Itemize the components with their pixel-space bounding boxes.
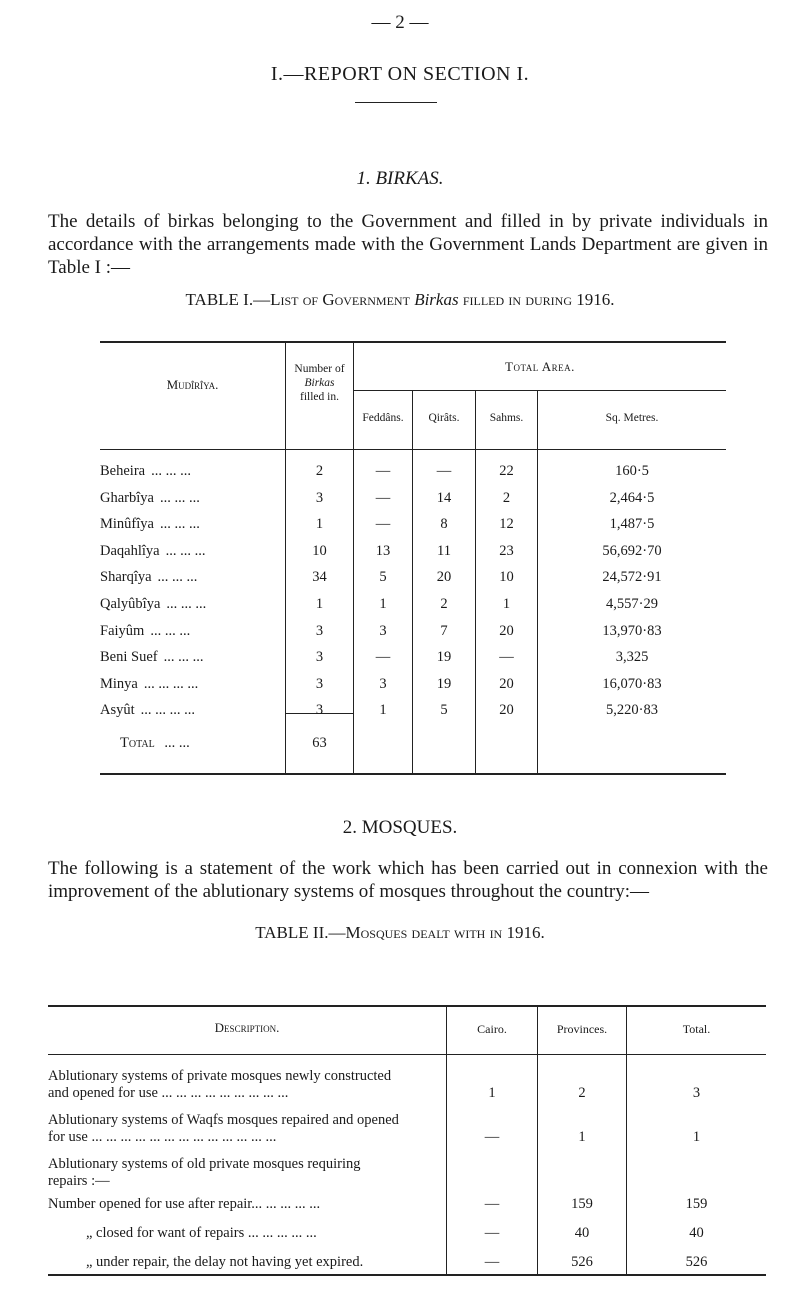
leader-dots: ... ... ... ... <box>140 702 196 719</box>
description-line1: Ablutionary systems of private mosques newly constructed <box>48 1068 392 1084</box>
table2-cell-total: 40 <box>689 1225 704 1241</box>
table1-cell-sahms: 20 <box>499 702 514 719</box>
mudiriya-name: Sharqîya <box>100 569 152 586</box>
total-number: 63 <box>312 735 327 751</box>
table2-cell-cairo: — <box>484 1196 500 1212</box>
description-line1: Ablutionary systems of Waqfs mosques repaired and opened <box>48 1112 399 1128</box>
heading-rule <box>355 102 437 103</box>
table2-cell-provinces: 1 <box>578 1129 586 1145</box>
mudiriya-name: Beheira <box>100 463 146 479</box>
table1-caption <box>0 290 800 310</box>
table2-row-description <box>48 1068 440 1102</box>
mosques-heading: 2. MOSQUES. <box>342 817 458 838</box>
table1-cell-sqm: 1,487·5 <box>609 516 655 533</box>
table1-cell-feddans: 13 <box>375 542 391 559</box>
table1-cell-feddans: — <box>375 649 391 666</box>
table1-cell-sahms: 23 <box>499 542 514 559</box>
table1-cell-feddans: 1 <box>379 596 387 612</box>
table1-cell-sahms: 1 <box>502 596 511 612</box>
table1-cell-number: 1 <box>315 596 324 612</box>
col-total: Total. <box>682 1022 711 1036</box>
total-label-cell <box>120 735 190 752</box>
table1-cell-sqm: 5,220·83 <box>606 702 658 719</box>
leader-dots: ... ... ... <box>150 622 191 639</box>
table1-cell-qirats: 20 <box>436 569 452 586</box>
table2-caption-text: Mosques dealt with in 1916. <box>345 923 545 942</box>
mudiriya-name: Faiyûm <box>100 622 145 639</box>
birkas-heading: 1. BIRKAS. <box>356 168 444 189</box>
leader-dots: ... ... ... <box>157 569 198 586</box>
table1-cell-number: 3 <box>315 675 324 692</box>
col-qirats: Qirâts. <box>428 412 460 424</box>
table-birkas <box>100 315 726 775</box>
table1-cell-sahms: 10 <box>499 569 514 586</box>
table1-row-mudiriya <box>100 490 200 507</box>
leader-dots: ... ... ... <box>163 649 204 666</box>
table1-header-rule <box>100 449 726 450</box>
table1-caption-suffix: filled in during 1916. <box>462 290 615 309</box>
table1-row-mudiriya <box>100 463 191 480</box>
table1-cell-feddans: — <box>375 463 391 479</box>
table1-cell-sqm: 13,970·83 <box>602 622 662 639</box>
table1-caption-prefix: TABLE I.— <box>185 290 271 309</box>
table1-cell-sqm: 24,572·91 <box>602 569 662 586</box>
table1-cell-qirats: 19 <box>436 649 452 666</box>
description-line2: repairs :— <box>48 1173 110 1189</box>
table2-cell-provinces: 159 <box>571 1196 593 1212</box>
table1-row-mudiriya <box>100 702 195 719</box>
table1-area-rule <box>353 390 726 391</box>
col-cairo: Cairo. <box>477 1022 507 1036</box>
col-sqm: Sq. Metres. <box>605 412 659 424</box>
table2-cell-total: 3 <box>692 1085 701 1101</box>
table1-cell-qirats: 5 <box>440 702 448 719</box>
mudiriya-name: Minûfîya <box>100 516 154 533</box>
col-number-line1: Number of <box>294 363 345 375</box>
mudiriya-name: Asyût <box>100 702 135 719</box>
table2-cell-total: 159 <box>685 1196 708 1212</box>
table1-cell-qirats: — <box>436 463 452 479</box>
table1-cell-qirats: 2 <box>440 596 448 612</box>
mudiriya-name: Minya <box>100 675 138 692</box>
table2-top-rule <box>48 1005 766 1007</box>
table2-caption-prefix: TABLE II.— <box>255 923 346 942</box>
leader-dots: ... ... ... ... <box>143 675 199 692</box>
table1-row-mudiriya <box>100 516 200 533</box>
table1-cell-qirats: 14 <box>436 489 452 506</box>
leader-dots: ... ... ... <box>151 463 191 479</box>
col-provinces: Provinces. <box>556 1022 608 1036</box>
table1-cell-number: 10 <box>312 542 327 559</box>
table1-cell-sqm: 16,070·83 <box>602 675 662 692</box>
table2-cell-total: 526 <box>685 1254 708 1270</box>
table1-row-mudiriya <box>100 596 206 613</box>
table1-cell-feddans: 3 <box>379 675 387 692</box>
description-line2: and opened for use ... ... ... ... ... ... ... ... ... <box>48 1085 289 1101</box>
total-dots: ... ... <box>164 735 190 751</box>
table1-cell-sahms: 20 <box>499 675 514 692</box>
table2-cell-total: 1 <box>692 1129 701 1145</box>
mudiriya-name: Daqahlîya <box>100 542 160 559</box>
table2-cell-cairo: 1 <box>488 1085 496 1101</box>
table1-cell-qirats: 11 <box>437 542 451 559</box>
col-mudiriya: Mudîrîya. <box>166 377 219 392</box>
table2-cell-provinces: 40 <box>574 1225 590 1241</box>
table1-cell-sqm: 160·5 <box>615 463 649 479</box>
birkas-paragraph: The details of birkas belonging to the Government and filled in by private individuals in accordance with the arrangements made with the Government Lands Department are given in Table I :— <box>48 211 768 278</box>
table1-cell-sahms: 12 <box>499 516 514 533</box>
table-mosques <box>48 1005 766 1276</box>
table2-cell-cairo: — <box>484 1254 500 1270</box>
col-feddans: Feddâns. <box>362 412 404 424</box>
description-line1: „ closed for want of repairs ... ... ... ... ... <box>86 1225 317 1241</box>
table1-cell-sqm: 2,464·5 <box>609 489 655 506</box>
table2-caption <box>0 923 800 943</box>
mosques-paragraph: The following is a statement of the work which has been carried out in connexion with the improvement of the ablutionary systems of mosques throughout the country:— <box>48 858 768 902</box>
table2-header-rule <box>48 1054 766 1055</box>
table1-cell-number: 3 <box>315 489 324 506</box>
mudiriya-name: Gharbîya <box>100 489 154 506</box>
page-number: — 2 — <box>371 12 429 33</box>
description-line1: Number opened for use after repair... ... ... ... ... <box>48 1196 321 1212</box>
table1-cell-sahms: 2 <box>502 489 511 506</box>
leader-dots: ... ... ... <box>159 489 200 506</box>
table2-cell-provinces: 2 <box>578 1085 586 1101</box>
table2-row-description <box>48 1112 440 1146</box>
leader-dots: ... ... ... <box>165 542 206 559</box>
table1-cell-number: 1 <box>315 516 324 533</box>
mudiriya-name: Qalyûbîya <box>100 596 161 612</box>
col-number-line2: Birkas <box>304 377 335 389</box>
table1-cell-feddans: 3 <box>379 622 387 639</box>
table1-top-rule <box>100 341 726 343</box>
table2-cell-provinces: 526 <box>571 1254 593 1270</box>
table1-cell-number: 3 <box>315 649 324 666</box>
table1-cell-qirats: 8 <box>440 516 448 533</box>
table1-cell-sqm: 3,325 <box>615 649 649 666</box>
table1-bottom-rule <box>100 773 726 775</box>
table1-cell-qirats: 7 <box>440 622 448 639</box>
table1-cell-sqm: 4,557·29 <box>606 596 658 612</box>
col-number-line3: filled in. <box>300 391 339 403</box>
table1-cell-feddans: — <box>375 489 391 506</box>
table1-row-mudiriya <box>100 623 190 640</box>
table1-cell-number: 2 <box>315 463 324 479</box>
table2-row-description <box>48 1254 440 1271</box>
col-description: Description. <box>214 1020 280 1035</box>
table2-bottom-rule <box>48 1274 766 1276</box>
col-total-area: Total Area. <box>505 359 575 374</box>
table1-cell-sahms: 22 <box>499 463 514 479</box>
table2-row-description <box>48 1196 440 1213</box>
table1-cell-feddans: 1 <box>379 702 387 719</box>
total-label: Total <box>120 735 155 751</box>
description-line2: for use ... ... ... ... ... ... ... ... ... ... ... ... ... <box>48 1129 277 1145</box>
section-heading: I.—REPORT ON SECTION I. <box>270 63 530 85</box>
table1-cell-sqm: 56,692·70 <box>602 542 662 559</box>
table1-cell-number: 3 <box>315 702 324 719</box>
table1-caption-text: List of Government <box>270 290 410 309</box>
col-sahms: Sahms. <box>489 412 524 424</box>
table1-row-mudiriya <box>100 543 205 560</box>
table1-row-mudiriya <box>100 676 198 693</box>
table2-row-description <box>48 1156 440 1190</box>
description-line1: „ under repair, the delay not having yet expired. <box>86 1254 364 1270</box>
table2-row-description <box>48 1225 440 1242</box>
table1-cell-qirats: 19 <box>436 675 452 692</box>
mudiriya-name: Beni Suef <box>100 649 158 666</box>
table2-cell-cairo: — <box>484 1129 500 1145</box>
table1-row-mudiriya <box>100 569 197 586</box>
table1-cell-feddans: — <box>375 516 391 533</box>
table1-caption-italic: Birkas <box>414 290 459 309</box>
table1-row-mudiriya <box>100 649 203 666</box>
col-number-header <box>286 362 353 404</box>
leader-dots: ... ... ... <box>166 596 207 612</box>
leader-dots: ... ... ... <box>159 516 200 533</box>
table2-cell-cairo: — <box>484 1225 500 1241</box>
description-line1: Ablutionary systems of old private mosques requiring <box>48 1156 361 1172</box>
table1-cell-sahms: 20 <box>499 622 514 639</box>
table1-cell-sahms: — <box>499 649 514 666</box>
table1-cell-number: 34 <box>312 569 327 586</box>
table1-cell-number: 3 <box>315 622 324 639</box>
table1-cell-feddans: 5 <box>379 569 387 586</box>
